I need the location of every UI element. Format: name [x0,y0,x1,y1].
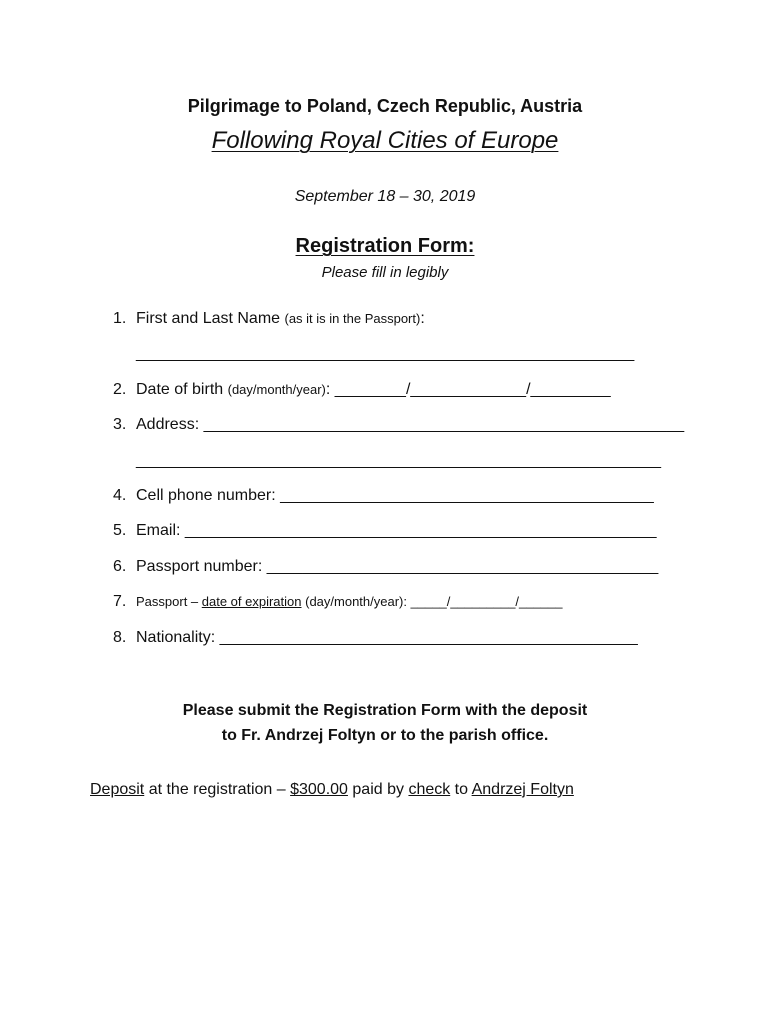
cell-phone-blank[interactable]: __________________________________________ [280,487,654,504]
deposit-text: to [450,781,472,798]
address-blank[interactable]: ______________________________________________________ [203,416,685,433]
email-blank[interactable]: _____________________________________________________ [184,522,657,539]
deposit-word: Deposit [90,781,145,798]
field-label: Address: [136,416,204,433]
item-number: 3. [113,416,127,433]
expiration-blanks[interactable]: (day/month/year): _____/_________/______ [301,594,563,609]
passport-number-blank[interactable]: ____________________________________________ [266,558,659,575]
date-blanks[interactable]: : ________/_____________/_________ [325,381,611,398]
form-heading: Registration Form: [295,235,475,257]
item-number: 6. [113,558,127,575]
payment-method: check [408,781,451,798]
field-cell-phone [113,486,654,506]
field-date-of-birth[interactable] [113,380,611,400]
deposit-info [90,781,574,799]
name-blank-line[interactable]: ________________________________________________________ [136,345,635,362]
field-passport-number [113,557,658,577]
field-email [113,521,657,541]
item-number: 7. [113,593,127,610]
item-number: 4. [113,487,127,504]
field-label: Cell phone number: [136,487,281,504]
submit-line-1: Please submit the Registration Form with the deposit [182,702,588,719]
item-number: 8. [113,629,127,646]
field-note: (as it is in the Passport) [284,311,421,326]
field-passport-expiration[interactable] [113,592,562,612]
item-number: 1. [113,310,127,327]
form-instruction: Please fill in legibly [321,264,449,281]
trip-dates: September 18 – 30, 2019 [294,188,476,205]
field-label-underlined: date of expiration [201,594,302,609]
address-blank-line-2[interactable]: ___________________________________________________________ [136,452,662,469]
page-subtitle: Following Royal Cities of Europe [211,127,559,154]
field-label: Email: [136,522,185,539]
field-note: (day/month/year) [227,382,326,397]
payee-name: Andrzej Foltyn [471,781,574,798]
field-label: First and Last Name [136,310,285,327]
submit-instructions [0,698,770,748]
field-label: Nationality: [136,629,220,646]
field-suffix: : [420,310,425,327]
deposit-amount: $300.00 [290,781,348,798]
submit-line-2: to Fr. Andrzej Foltyn or to the parish office. [221,727,549,744]
deposit-text: at the registration – [144,781,291,798]
field-nationality [113,628,638,648]
nationality-blank[interactable]: _______________________________________________ [219,629,638,646]
field-name [113,309,425,329]
field-address [113,415,684,435]
item-number: 5. [113,522,127,539]
page-title: Pilgrimage to Poland, Czech Republic, Austria [187,96,583,116]
field-label: Passport – [136,594,202,609]
item-number: 2. [113,381,127,398]
field-label: Date of birth [136,381,228,398]
field-label: Passport number: [136,558,267,575]
deposit-text: paid by [347,781,409,798]
